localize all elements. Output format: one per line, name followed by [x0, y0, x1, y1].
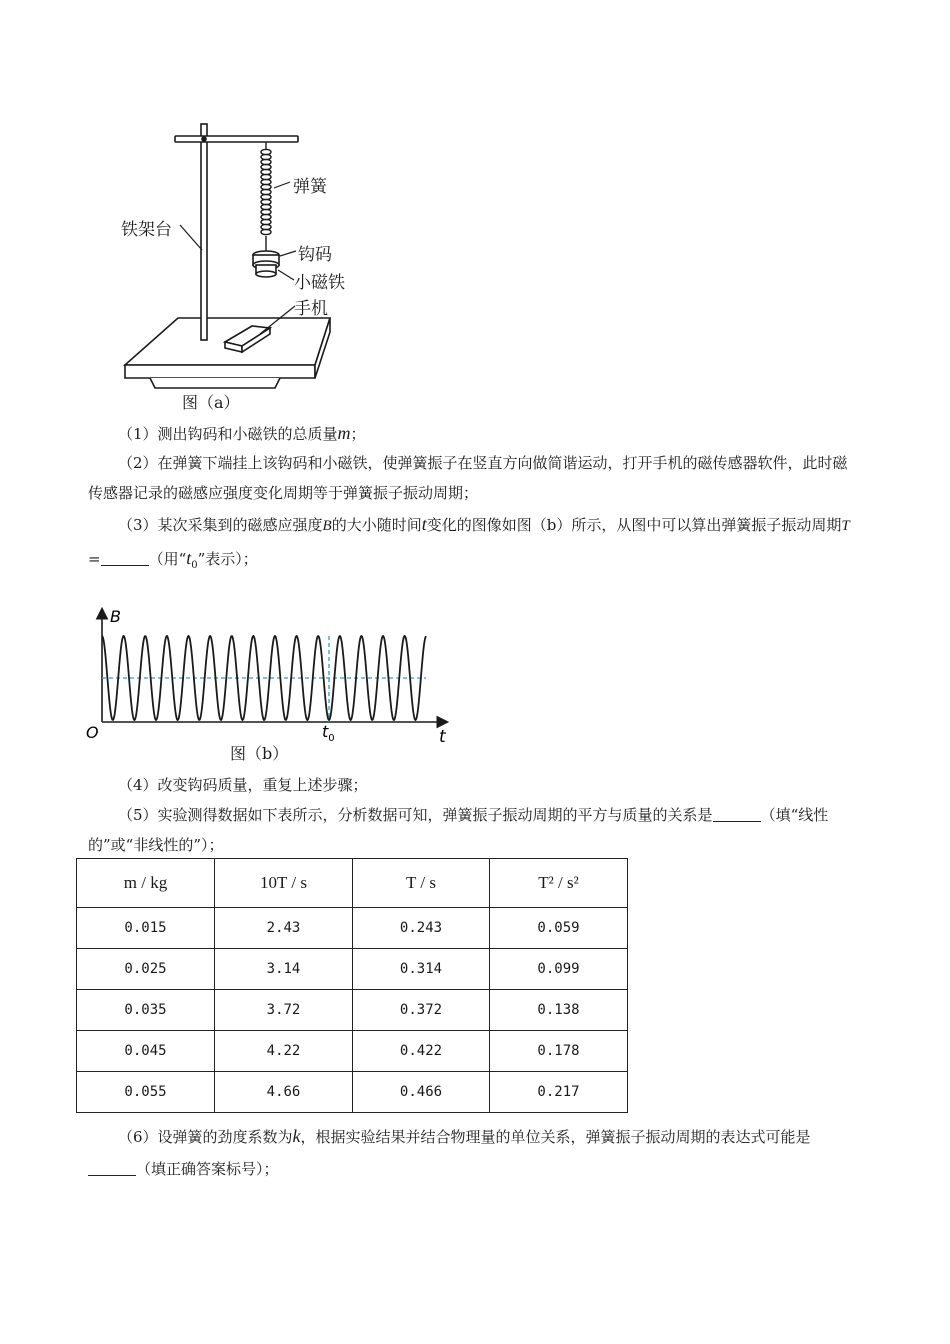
header-10t: 10T / s [215, 859, 353, 908]
figure-b-graph [84, 602, 464, 752]
stand-base [125, 318, 330, 388]
spring [261, 142, 271, 252]
weight-magnet [253, 251, 279, 277]
table-row: 0.015 2.43 0.243 0.059 [77, 908, 628, 949]
step-4: （4）改变钩码质量，重复上述步骤； [118, 776, 368, 794]
header-mass: m / kg [77, 859, 215, 908]
table-row: 0.025 3.14 0.314 0.099 [77, 949, 628, 990]
tick-t0: $t_0$ [322, 722, 335, 744]
label-stand: 铁架台 [121, 220, 172, 240]
axis-label-t: t [439, 727, 446, 747]
label-phone: 手机 [294, 299, 328, 319]
step-3: （3）某次采集到的磁感应强度B的大小随时间t变化的图像如图（b）所示，从图中可以算出弹簧振子振动周期T = （用“$t_0$”表示）； [88, 514, 850, 571]
axis-label-b: B [110, 607, 121, 626]
stand-rod [175, 124, 298, 340]
data-table [76, 858, 628, 1113]
header-t-squared: T² / s² [490, 859, 628, 908]
step-1: （1）测出钩码和小磁铁的总质量m； [118, 423, 366, 443]
label-magnet: 小磁铁 [294, 273, 345, 293]
step-2: （2）在弹簧下端挂上该钩码和小磁铁，使弹簧振子在竖直方向做简谐运动，打开手机的磁传感器软件，此时磁传感器记录的磁感应强度变化周期等于弹簧振子振动周期； [88, 454, 848, 502]
label-weight: 钩码 [298, 245, 332, 265]
figure-a-caption: 图（a） [182, 393, 240, 412]
label-spring: 弹簧 [293, 177, 327, 197]
answer-blank-6[interactable] [88, 1159, 136, 1176]
figure-b-caption: 图（b） [230, 744, 289, 763]
step-6: （6）设弹簧的劲度系数为k，根据实验结果并结合物理量的单位关系，弹簧振子振动周期的表达式可能是（填正确答案标号）； [88, 1120, 858, 1185]
header-t: T / s [353, 859, 490, 908]
table-row: 0.055 4.66 0.466 0.217 [77, 1072, 628, 1113]
table-header-row [77, 859, 628, 908]
table-row: 0.035 3.72 0.372 0.138 [77, 990, 628, 1031]
answer-blank-3[interactable] [101, 549, 149, 566]
table-row: 0.045 4.22 0.422 0.178 [77, 1031, 628, 1072]
var-m: m [337, 423, 351, 443]
origin-label: O [86, 723, 99, 742]
answer-blank-5[interactable] [713, 805, 761, 822]
step-5: （5）实验测得数据如下表所示，分析数据可知，弹簧振子振动周期的平方与质量的关系是 （填“线性的”或“非线性的”）； [88, 806, 829, 854]
